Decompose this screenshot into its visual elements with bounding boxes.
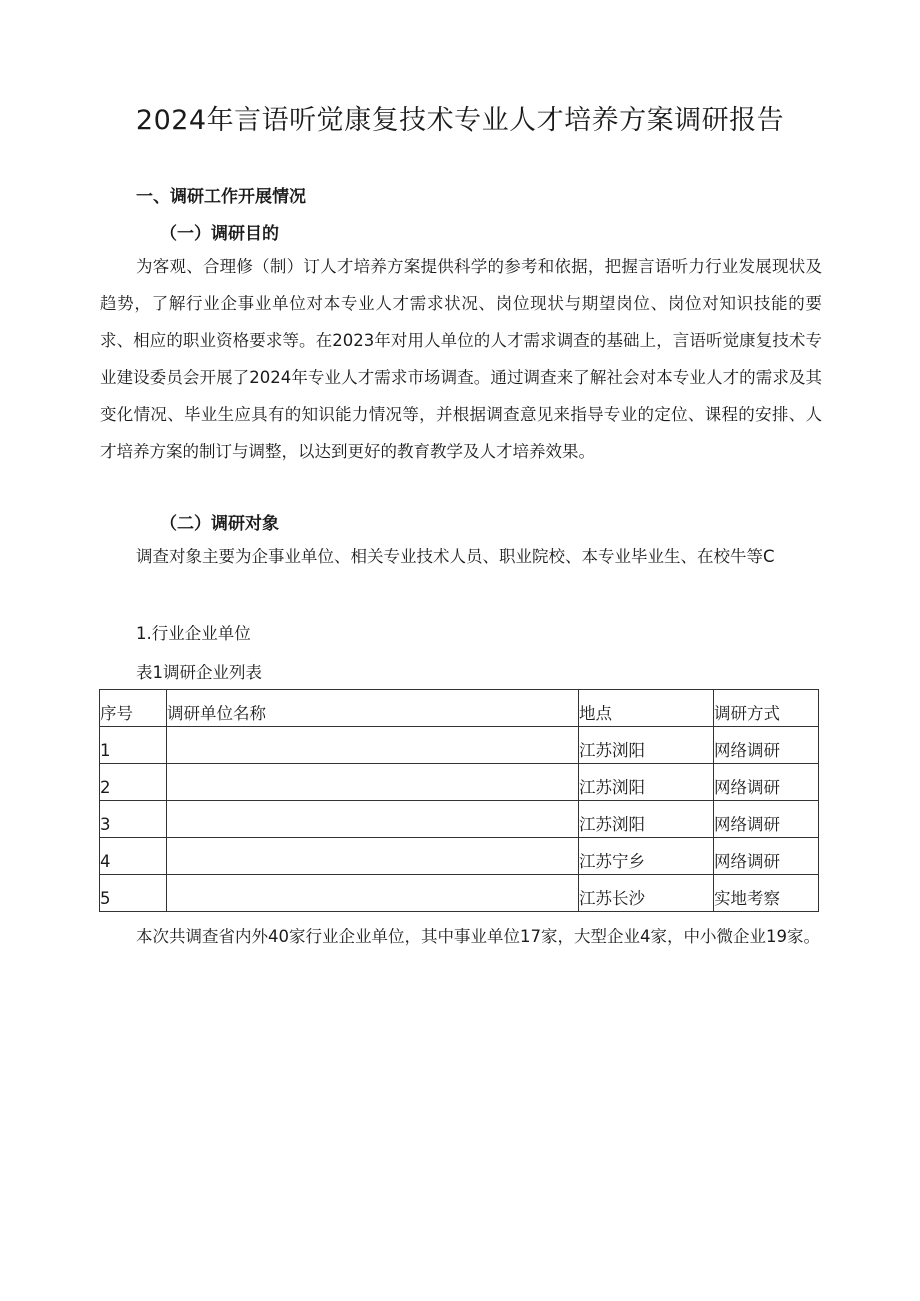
cell-name <box>167 838 579 875</box>
cell-name <box>167 727 579 764</box>
section-heading-1: 一、调研工作开展情况 <box>136 187 306 207</box>
cell-location: 江苏浏阳 <box>579 764 714 801</box>
list-item-industry: 1.行业企业单位 <box>136 624 251 643</box>
cell-method: 实地考察 <box>714 875 819 912</box>
cell-no: 5 <box>100 875 167 912</box>
subsection-heading-purpose: （一）调研目的 <box>160 224 279 244</box>
col-header-method: 调研方式 <box>714 690 819 727</box>
cell-name <box>167 801 579 838</box>
col-header-no: 序号 <box>100 690 167 727</box>
cell-method: 网络调研 <box>714 838 819 875</box>
col-header-name: 调研单位名称 <box>167 690 579 727</box>
cell-method: 网络调研 <box>714 801 819 838</box>
cell-name <box>167 875 579 912</box>
targets-paragraph: 调查对象主要为企事业单位、相关专业技术人员、职业院校、本专业毕业生、在校牛等C <box>136 547 775 566</box>
table-header-row <box>100 690 819 727</box>
cell-no: 1 <box>100 727 167 764</box>
table-row <box>100 838 819 875</box>
col-header-location: 地点 <box>579 690 714 727</box>
table-row <box>100 727 819 764</box>
cell-location: 江苏浏阳 <box>579 727 714 764</box>
cell-location: 江苏宁乡 <box>579 838 714 875</box>
table-caption: 表1调研企业列表 <box>136 663 262 682</box>
cell-no: 3 <box>100 801 167 838</box>
cell-method: 网络调研 <box>714 764 819 801</box>
table-row <box>100 764 819 801</box>
cell-location: 江苏浏阳 <box>579 801 714 838</box>
cell-method: 网络调研 <box>714 727 819 764</box>
table-row <box>100 801 819 838</box>
cell-no: 4 <box>100 838 167 875</box>
document-title: 2024年言语听觉康复技术专业人才培养方案调研报告 <box>135 105 785 136</box>
cell-location: 江苏长沙 <box>579 875 714 912</box>
cell-no: 2 <box>100 764 167 801</box>
subsection-heading-targets: （二）调研对象 <box>160 514 279 534</box>
purpose-paragraph: 为客观、合理修（制）订人才培养方案提供科学的参考和依据，把握言语听力行业发展现状及趋势，了解行业企事业单位对本专业人才需求状况、岗位现状与期望岗位、岗位对知识技能的要求、相应的职业资格要求等。在2023年对用人单位的人才需求调查的基础上，言语听觉康复技术专业建设委员会开展了2024年专业人才需求市场调查。通过调查来了解社会对本专业人才的需求及其变化情况、毕业生应具有的知识能力情况等，并根据调查意见来指导专业的定位、课程的安排、人才培养方案的制订与调整，以达到更好的教育教学及人才培养效果。 <box>100 257 822 461</box>
summary-paragraph: 本次共调查省内外40家行业企业单位，其中事业单位17家，大型企业4家，中小微企业19家。 <box>136 927 820 946</box>
cell-name <box>167 764 579 801</box>
survey-table <box>99 689 819 912</box>
table-row <box>100 875 819 912</box>
